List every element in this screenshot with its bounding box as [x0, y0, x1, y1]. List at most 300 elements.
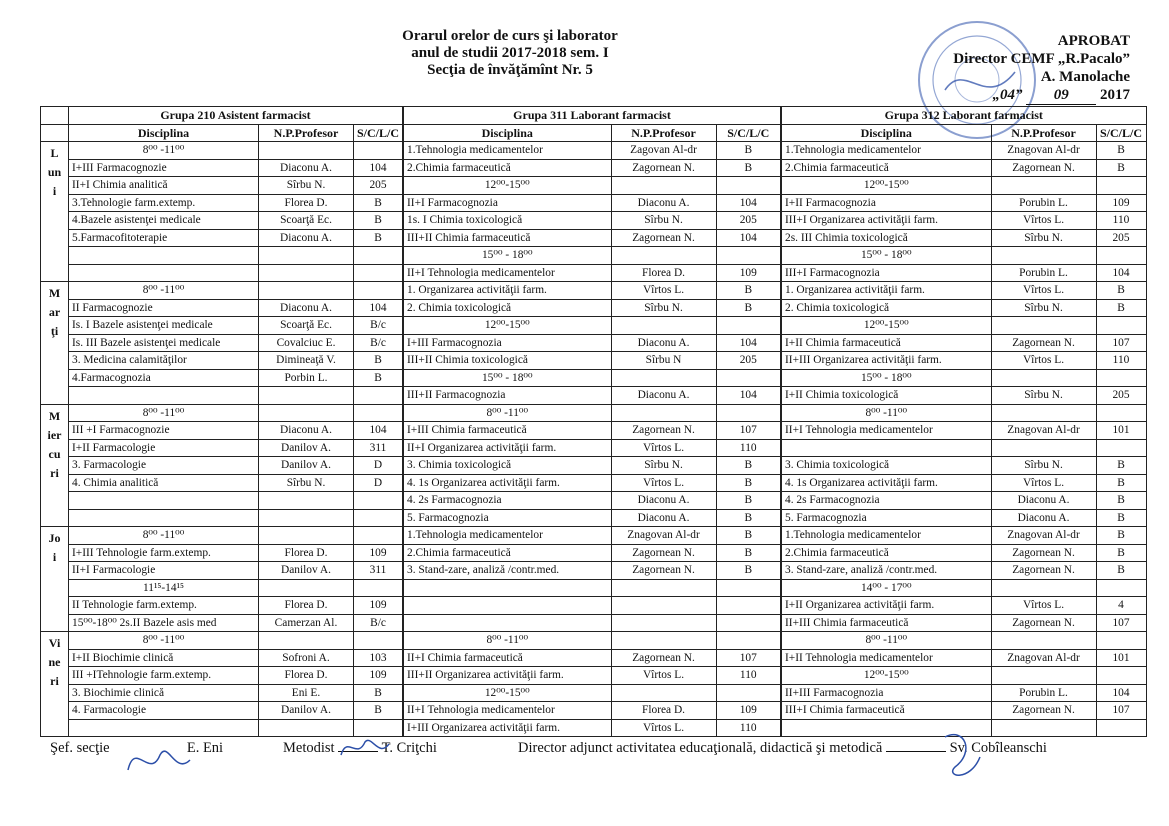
g312-discipline-cell: II+III Chimia farmaceutică [781, 614, 991, 632]
g312-room-cell [1096, 404, 1146, 422]
schedule-row [41, 667, 1147, 685]
title-line-1: Orarul orelor de curs şi laborator [402, 28, 618, 44]
g311-discipline-cell: I+III Organizarea activităţii farm. [403, 719, 611, 737]
g312-room-cell: 104 [1096, 684, 1146, 702]
day-name: Vineri [48, 636, 61, 688]
title-line-3: Secţia de învăţămînt Nr. 5 [427, 62, 593, 78]
g311-room-cell [716, 632, 781, 650]
g311-professor-cell: Vîrtos L. [611, 667, 716, 685]
g312-discipline-cell: 12⁰⁰-15⁰⁰ [781, 177, 991, 195]
g311-professor-cell: Zagornean N. [611, 562, 716, 580]
g311-discipline-cell: 15⁰⁰ - 18⁰⁰ [403, 247, 611, 265]
g311-professor-cell: Sîrbu N. [611, 212, 716, 230]
col-discipline: Disciplina [403, 124, 611, 142]
g312-professor-cell: Zagornean N. [991, 159, 1096, 177]
g312-room-cell: 104 [1096, 264, 1146, 282]
g210-professor-cell: Eni E. [259, 684, 354, 702]
g312-professor-cell [991, 369, 1096, 387]
g312-professor-cell: Porubin L. [991, 684, 1096, 702]
schedule-row [41, 369, 1147, 387]
g311-professor-cell [611, 247, 716, 265]
schedule-row [41, 527, 1147, 545]
g312-discipline-cell: I+II Tehnologia medicamentelor [781, 649, 991, 667]
g312-discipline-cell: III+I Chimia farmaceutică [781, 702, 991, 720]
schedule-row [41, 632, 1147, 650]
g311-room-cell [716, 317, 781, 335]
g311-room-cell [716, 614, 781, 632]
g312-room-cell [1096, 177, 1146, 195]
g312-room-cell: B [1096, 142, 1146, 160]
g312-professor-cell: Znagovan Al-dr [991, 142, 1096, 160]
g312-discipline-cell: 2.Chimia farmaceutică [781, 544, 991, 562]
g311-professor-cell: Diaconu A. [611, 387, 716, 405]
g312-discipline-cell: 12⁰⁰-15⁰⁰ [781, 317, 991, 335]
schedule-row [41, 404, 1147, 422]
g311-discipline-cell: III+II Chimia farmaceutică [403, 229, 611, 247]
g311-room-cell: 107 [716, 422, 781, 440]
g312-professor-cell: Sîrbu N. [991, 229, 1096, 247]
g210-discipline-cell: 8⁰⁰ -11⁰⁰ [69, 142, 259, 160]
g312-room-cell: B [1096, 299, 1146, 317]
g312-discipline-cell: 12⁰⁰-15⁰⁰ [781, 667, 991, 685]
g210-discipline-cell [69, 509, 259, 527]
g312-room-cell: B [1096, 544, 1146, 562]
g312-professor-cell: Diaconu A. [991, 492, 1096, 510]
approval-director: Director CEMF „R.Pacalo” [953, 51, 1130, 67]
g210-room-cell: B/c [354, 334, 404, 352]
g312-room-cell: 4 [1096, 597, 1146, 615]
day-label [41, 282, 69, 405]
group-311-header: Grupa 311 Laborant farmacist [403, 107, 781, 125]
g312-discipline-cell: II+III Farmacognozia [781, 684, 991, 702]
g312-room-cell [1096, 632, 1146, 650]
g311-room-cell: 104 [716, 194, 781, 212]
g311-professor-cell [611, 684, 716, 702]
g210-discipline-cell: II+I Farmacologie [69, 562, 259, 580]
g312-room-cell: B [1096, 282, 1146, 300]
g311-room-cell: B [716, 159, 781, 177]
g311-professor-cell: Znagovan Al-dr [611, 527, 716, 545]
g312-discipline-cell: 4. 2s Farmacognozia [781, 492, 991, 510]
day-name: Luni [47, 146, 62, 198]
g311-discipline-cell: 1.Tehnologia medicamentelor [403, 527, 611, 545]
g312-professor-cell: Znagovan Al-dr [991, 527, 1096, 545]
g312-professor-cell [991, 719, 1096, 737]
g312-room-cell: B [1096, 159, 1146, 177]
day-label [41, 404, 69, 527]
g210-discipline-cell [69, 247, 259, 265]
g311-discipline-cell: 1s. I Chimia toxicologică [403, 212, 611, 230]
g311-discipline-cell: III+II Farmacognozia [403, 387, 611, 405]
g210-room-cell: B [354, 369, 404, 387]
g311-discipline-cell: 15⁰⁰ - 18⁰⁰ [403, 369, 611, 387]
g312-discipline-cell: 3. Stand-zare, analiză /contr.med. [781, 562, 991, 580]
day-name: Miercuri [47, 408, 62, 480]
g311-professor-cell [611, 317, 716, 335]
g311-professor-cell: Zagovan Al-dr [611, 142, 716, 160]
g312-room-cell: 107 [1096, 614, 1146, 632]
g210-room-cell: 103 [354, 649, 404, 667]
g210-discipline-cell: 3. Biochimie clinică [69, 684, 259, 702]
g311-professor-cell: Zagornean N. [611, 229, 716, 247]
g210-room-cell [354, 579, 404, 597]
schedule-row [41, 387, 1147, 405]
g311-professor-cell: Sîrbu N. [611, 299, 716, 317]
g210-professor-cell: Diaconu A. [259, 422, 354, 440]
g311-discipline-cell: 2. Chimia toxicologică [403, 299, 611, 317]
g210-discipline-cell: II+I Chimia analitică [69, 177, 259, 195]
g312-room-cell: B [1096, 562, 1146, 580]
g210-professor-cell [259, 632, 354, 650]
approval-date-month: 09 [1026, 86, 1096, 105]
g210-professor-cell [259, 142, 354, 160]
g210-discipline-cell: Is. I Bazele asistenţei medicale [69, 317, 259, 335]
day-label [41, 632, 69, 737]
g210-discipline-cell: I+III Tehnologie farm.extemp. [69, 544, 259, 562]
g210-room-cell: 205 [354, 177, 404, 195]
schedule-row [41, 334, 1147, 352]
g312-professor-cell [991, 317, 1096, 335]
g311-discipline-cell: II+I Chimia farmaceutică [403, 649, 611, 667]
g311-professor-cell [611, 632, 716, 650]
g312-professor-cell [991, 632, 1096, 650]
g311-professor-cell [611, 404, 716, 422]
sef-label: Şef. secţie [50, 740, 110, 756]
g210-discipline-cell: I+III Farmacognozie [69, 159, 259, 177]
g312-professor-cell: Vîrtos L. [991, 282, 1096, 300]
g312-discipline-cell: 2. Chimia toxicologică [781, 299, 991, 317]
g210-room-cell: B [354, 212, 404, 230]
g312-room-cell [1096, 317, 1146, 335]
g210-room-cell: B/c [354, 614, 404, 632]
g210-room-cell [354, 142, 404, 160]
g312-professor-cell: Zagornean N. [991, 544, 1096, 562]
schedule-row [41, 579, 1147, 597]
g210-discipline-cell: 3.Tehnologie farm.extemp. [69, 194, 259, 212]
g312-discipline-cell: II+I Tehnologia medicamentelor [781, 422, 991, 440]
g311-room-cell [716, 177, 781, 195]
schedule-row [41, 159, 1147, 177]
schedule-row [41, 684, 1147, 702]
g311-professor-cell: Sîrbu N. [611, 457, 716, 475]
g311-discipline-cell: 4. 2s Farmacognozia [403, 492, 611, 510]
g312-discipline-cell: 8⁰⁰ -11⁰⁰ [781, 632, 991, 650]
g210-discipline-cell: 4. Chimia analitică [69, 474, 259, 492]
g312-room-cell: 205 [1096, 229, 1146, 247]
schedule-row [41, 509, 1147, 527]
g210-discipline-cell [69, 492, 259, 510]
g311-discipline-cell: 3. Stand-zare, analiză /contr.med. [403, 562, 611, 580]
g210-discipline-cell: II Farmacognozie [69, 299, 259, 317]
g312-room-cell: 101 [1096, 649, 1146, 667]
g311-room-cell [716, 684, 781, 702]
g210-room-cell: B [354, 352, 404, 370]
g210-professor-cell [259, 264, 354, 282]
g312-room-cell [1096, 247, 1146, 265]
g312-professor-cell: Sîrbu N. [991, 457, 1096, 475]
approval-date [880, 86, 1130, 105]
g312-room-cell [1096, 439, 1146, 457]
g311-discipline-cell: I+III Farmacognozia [403, 334, 611, 352]
g311-discipline-cell: II+I Farmacognozia [403, 194, 611, 212]
g311-discipline-cell: I+III Chimia farmaceutică [403, 422, 611, 440]
group-312-header: Grupa 312 Laborant farmacist [781, 107, 1146, 125]
g210-discipline-cell: 8⁰⁰ -11⁰⁰ [69, 282, 259, 300]
col-discipline: Disciplina [69, 124, 259, 142]
g210-professor-cell [259, 527, 354, 545]
g312-discipline-cell: 1.Tehnologia medicamentelor [781, 527, 991, 545]
g210-professor-cell: Camerzan Al. [259, 614, 354, 632]
g311-discipline-cell [403, 579, 611, 597]
g311-professor-cell: Vîrtos L. [611, 282, 716, 300]
g210-professor-cell [259, 247, 354, 265]
g210-professor-cell: Florea D. [259, 194, 354, 212]
g311-discipline-cell: 8⁰⁰ -11⁰⁰ [403, 404, 611, 422]
g210-room-cell: D [354, 457, 404, 475]
g210-room-cell [354, 264, 404, 282]
g311-room-cell: 110 [716, 667, 781, 685]
g312-discipline-cell: III+I Farmacognozia [781, 264, 991, 282]
col-room: S/C/L/C [1096, 124, 1146, 142]
g210-professor-cell [259, 387, 354, 405]
col-room: S/C/L/C [716, 124, 781, 142]
g210-room-cell: 109 [354, 667, 404, 685]
director-name: Sv. Cobîleanschi [949, 740, 1047, 756]
day-name: Marţi [48, 286, 61, 338]
g312-professor-cell: Vîrtos L. [991, 474, 1096, 492]
g210-room-cell [354, 247, 404, 265]
g312-professor-cell: Sîrbu N. [991, 387, 1096, 405]
g311-room-cell: B [716, 299, 781, 317]
approval-title: APROBAT [1057, 33, 1130, 49]
g311-professor-cell [611, 579, 716, 597]
schedule-row [41, 422, 1147, 440]
schedule-row [41, 229, 1147, 247]
g311-room-cell: B [716, 282, 781, 300]
g312-professor-cell [991, 439, 1096, 457]
schedule-row [41, 439, 1147, 457]
g210-room-cell [354, 509, 404, 527]
g311-professor-cell: Diaconu A. [611, 509, 716, 527]
g210-room-cell: D [354, 474, 404, 492]
g311-discipline-cell: II+I Organizarea activităţii farm. [403, 439, 611, 457]
g312-professor-cell [991, 247, 1096, 265]
g312-room-cell: B [1096, 527, 1146, 545]
g312-discipline-cell: 8⁰⁰ -11⁰⁰ [781, 404, 991, 422]
g311-discipline-cell: 1.Tehnologia medicamentelor [403, 142, 611, 160]
g311-professor-cell: Zagornean N. [611, 422, 716, 440]
g311-room-cell: 104 [716, 229, 781, 247]
g312-discipline-cell: I+II Chimia farmaceutică [781, 334, 991, 352]
schedule-row [41, 264, 1147, 282]
g311-professor-cell: Vîrtos L. [611, 474, 716, 492]
g312-room-cell: 107 [1096, 334, 1146, 352]
g210-professor-cell [259, 492, 354, 510]
g311-room-cell: B [716, 457, 781, 475]
g311-professor-cell: Vîrtos L. [611, 719, 716, 737]
g311-discipline-cell: 5. Farmacognozia [403, 509, 611, 527]
g210-room-cell: 311 [354, 439, 404, 457]
g312-discipline-cell: 2s. III Chimia toxicologică [781, 229, 991, 247]
g312-room-cell: 205 [1096, 387, 1146, 405]
col-professor: N.P.Profesor [611, 124, 716, 142]
g210-professor-cell: Sîrbu N. [259, 474, 354, 492]
director-handwritten-signature [930, 722, 1000, 792]
g311-room-cell: 110 [716, 439, 781, 457]
g210-discipline-cell: 4.Bazele asistenţei medicale [69, 212, 259, 230]
g311-discipline-cell [403, 597, 611, 615]
g311-professor-cell: Sîrbu N [611, 352, 716, 370]
g312-discipline-cell: I+II Organizarea activităţii farm. [781, 597, 991, 615]
g210-professor-cell: Danilov A. [259, 702, 354, 720]
schedule-table [40, 106, 1147, 737]
g210-discipline-cell: 4. Farmacologie [69, 702, 259, 720]
g312-discipline-cell: 1. Organizarea activităţii farm. [781, 282, 991, 300]
g311-room-cell: B [716, 562, 781, 580]
g311-discipline-cell: 12⁰⁰-15⁰⁰ [403, 317, 611, 335]
g311-room-cell [716, 369, 781, 387]
g210-discipline-cell: 3. Medicina calamităţilor [69, 352, 259, 370]
g210-professor-cell: Sofroni A. [259, 649, 354, 667]
g311-room-cell: B [716, 142, 781, 160]
g210-room-cell: 109 [354, 544, 404, 562]
schedule-row [41, 562, 1147, 580]
g312-room-cell: 110 [1096, 352, 1146, 370]
schedule-row [41, 457, 1147, 475]
g311-room-cell: 104 [716, 334, 781, 352]
g210-professor-cell: Diaconu A. [259, 159, 354, 177]
g210-room-cell: 104 [354, 299, 404, 317]
g311-professor-cell [611, 614, 716, 632]
schedule-row [41, 142, 1147, 160]
g210-discipline-cell: 11¹⁵-14¹⁵ [69, 579, 259, 597]
approval-block [880, 32, 1130, 105]
approval-date-year: 2017 [1100, 87, 1130, 103]
col-discipline: Disciplina [781, 124, 991, 142]
g210-discipline-cell: I+II Farmacologie [69, 439, 259, 457]
g210-discipline-cell: 8⁰⁰ -11⁰⁰ [69, 632, 259, 650]
g312-professor-cell: Diaconu A. [991, 509, 1096, 527]
g311-room-cell [716, 247, 781, 265]
g311-professor-cell [611, 597, 716, 615]
g210-professor-cell: Covalciuc E. [259, 334, 354, 352]
g210-discipline-cell: 15⁰⁰-18⁰⁰ 2s.II Bazele asis med [69, 614, 259, 632]
schedule-row [41, 317, 1147, 335]
g312-discipline-cell [781, 439, 991, 457]
g312-room-cell: B [1096, 474, 1146, 492]
g312-professor-cell: Vîrtos L. [991, 597, 1096, 615]
approval-name: A. Manolache [1040, 69, 1130, 85]
g312-discipline-cell: 14⁰⁰ - 17⁰⁰ [781, 579, 991, 597]
g210-professor-cell: Sîrbu N. [259, 177, 354, 195]
g210-professor-cell: Diaconu A. [259, 299, 354, 317]
g312-room-cell: 107 [1096, 702, 1146, 720]
g210-discipline-cell: III +I Farmacognozie [69, 422, 259, 440]
g210-room-cell: 311 [354, 562, 404, 580]
g311-professor-cell [611, 369, 716, 387]
g210-discipline-cell [69, 387, 259, 405]
g312-professor-cell: Znagovan Al-dr [991, 422, 1096, 440]
g312-discipline-cell: III+I Organizarea activităţii farm. [781, 212, 991, 230]
g311-professor-cell: Diaconu A. [611, 492, 716, 510]
g312-room-cell: 110 [1096, 212, 1146, 230]
g210-professor-cell [259, 509, 354, 527]
g311-discipline-cell: III+II Organizarea activităţii farm. [403, 667, 611, 685]
g312-discipline-cell: I+II Chimia toxicologică [781, 387, 991, 405]
g312-room-cell [1096, 579, 1146, 597]
g311-room-cell: 109 [716, 702, 781, 720]
schedule-row [41, 597, 1147, 615]
g312-professor-cell: Porubin L. [991, 264, 1096, 282]
g311-professor-cell: Diaconu A. [611, 194, 716, 212]
schedule-row [41, 282, 1147, 300]
g210-discipline-cell: 4.Farmacognozia [69, 369, 259, 387]
g210-discipline-cell: 8⁰⁰ -11⁰⁰ [69, 404, 259, 422]
g210-professor-cell: Scoarţă Ec. [259, 317, 354, 335]
g210-discipline-cell: III +ITehnologie farm.extemp. [69, 667, 259, 685]
schedule-row [41, 702, 1147, 720]
approval-date-day: „04” [992, 87, 1023, 103]
g210-room-cell [354, 527, 404, 545]
g210-discipline-cell: II Tehnologie farm.extemp. [69, 597, 259, 615]
schedule-row [41, 474, 1147, 492]
g210-professor-cell: Florea D. [259, 667, 354, 685]
g311-professor-cell: Vîrtos L. [611, 439, 716, 457]
sef-name: E. Eni [186, 740, 224, 756]
g210-room-cell: B [354, 684, 404, 702]
g312-room-cell: 109 [1096, 194, 1146, 212]
g312-discipline-cell: II+III Organizarea activităţii farm. [781, 352, 991, 370]
g210-room-cell: B [354, 702, 404, 720]
schedule-row [41, 177, 1147, 195]
day-name: Joi [48, 531, 61, 564]
schedule-row [41, 544, 1147, 562]
g210-professor-cell: Scoarţă Ec. [259, 212, 354, 230]
g312-professor-cell [991, 177, 1096, 195]
schedule-row [41, 194, 1147, 212]
g312-professor-cell [991, 579, 1096, 597]
g312-room-cell: B [1096, 457, 1146, 475]
g311-discipline-cell: 2.Chimia farmaceutică [403, 544, 611, 562]
g311-professor-cell: Zagornean N. [611, 649, 716, 667]
g311-discipline-cell: II+I Tehnologia medicamentelor [403, 702, 611, 720]
g210-room-cell: B/c [354, 317, 404, 335]
g312-professor-cell: Zagornean N. [991, 614, 1096, 632]
g311-room-cell [716, 404, 781, 422]
g311-professor-cell: Zagornean N. [611, 544, 716, 562]
g311-room-cell: B [716, 509, 781, 527]
schedule-row [41, 352, 1147, 370]
g311-discipline-cell: 1. Organizarea activităţii farm. [403, 282, 611, 300]
g210-discipline-cell: 8⁰⁰ -11⁰⁰ [69, 527, 259, 545]
g210-professor-cell: Danilov A. [259, 562, 354, 580]
g210-room-cell [354, 632, 404, 650]
g311-room-cell: 110 [716, 719, 781, 737]
g312-room-cell [1096, 667, 1146, 685]
g210-discipline-cell: I+II Biochimie clinică [69, 649, 259, 667]
schedule-row [41, 649, 1147, 667]
g311-professor-cell: Zagornean N. [611, 159, 716, 177]
g312-professor-cell: Znagovan Al-dr [991, 649, 1096, 667]
director-label: Director adjunct activitatea educaţională, didactică şi metodică [518, 740, 883, 756]
g210-professor-cell [259, 282, 354, 300]
g210-professor-cell: Florea D. [259, 597, 354, 615]
g311-discipline-cell: 12⁰⁰-15⁰⁰ [403, 177, 611, 195]
g210-professor-cell [259, 404, 354, 422]
g311-discipline-cell: 12⁰⁰-15⁰⁰ [403, 684, 611, 702]
g311-room-cell: B [716, 527, 781, 545]
sef-handwritten-signature [120, 730, 200, 790]
